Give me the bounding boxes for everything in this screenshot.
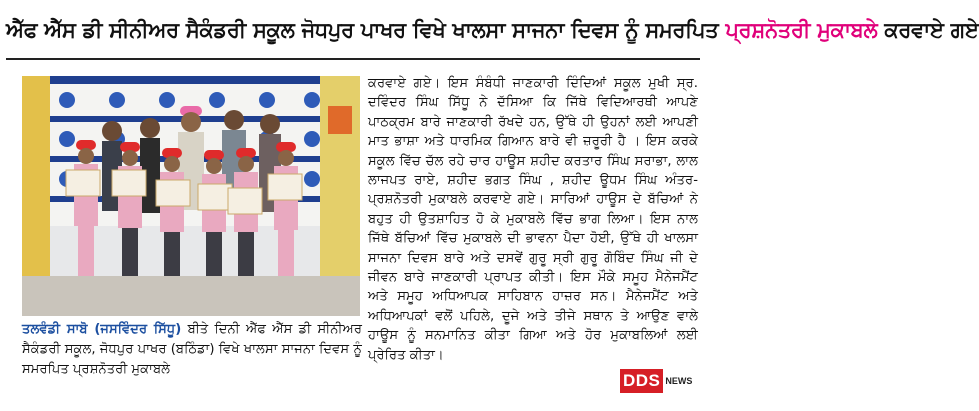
article-photo xyxy=(22,76,360,316)
dds-news-logo xyxy=(620,368,693,394)
headline-rule xyxy=(6,58,700,60)
headline-end: ਕਰਵਾਏ ਗਏ xyxy=(877,18,979,42)
students-photo-illustration xyxy=(22,76,360,316)
logo-brand: DDS xyxy=(620,369,663,393)
headline-accent: ਪ੍ਰਸ਼ਨੋਤਰੀ ਮੁਕਾਬਲੇ xyxy=(725,18,878,42)
lead-text: ਬੀਤੇ ਦਿਨੀ ਐੱਫ ਐੱਸ ਡੀ ਸੀਨੀਅਰ ਸੈਕੰਡਰੀ ਸਕੂਲ, ਜੋਧਪੁਰ ਪਾਖਰ (ਬਠਿੰਡਾ) ਵਿਖੇ ਖਾਲਸਾ ਸਾਜਨਾ ਦਿਵਸ ਨੂੰ ਸਮਰਪਿਤ ਪ੍ਰਸ਼ਨੋਤਰੀ ਮੁਕਾਬਲੇ xyxy=(22,322,363,377)
article-body: ਕਰਵਾਏ ਗਏ। ਇਸ ਸੰਬੰਧੀ ਜਾਣਕਾਰੀ ਦਿੰਦਿਆਂ ਸਕੂਲ ਮੁਖੀ ਸ੍ਰ. ਦਵਿੰਦਰ ਸਿੰਘ ਸਿੱਧੂ ਨੇ ਦੱਸਿਆ ਕਿ ਜਿੱਥੇ ਵਿਦਿਆਰਥੀ ਆਪਣੇ ਪਾਠਕ੍ਰਮ ਬਾਰੇ ਜਾਣਕਾਰੀ ਰੱਖਦੇ ਹਨ, ਉੱਥੇ ਹੀ ਉਹਨਾਂ ਲਈ ਆਪਣੀ ਮਾਤ ਭਾਸ਼ਾ ਅਤੇ ਧਾਰਮਿਕ ਗਿਆਨ ਬਾਰੇ ਵੀ ਜ਼ਰੂਰੀ ਹੈ । ਇਸ ਕਰਕੇ ਸਕੂਲ ਵਿੱਚ ਚੱਲ ਰਹੇ ਚਾਰ ਹਾਊਸ ਸ਼ਹੀਦ ਕਰਤਾਰ ਸਿੰਘ ਸਰਾਭਾ, ਲਾਲ ਲਾਜਪਤ ਰਾਏ, ਸ਼ਹੀਦ ਭਗਤ ਸਿੰਘ , ਸ਼ਹੀਦ ਊਧਮ ਸਿੰਘ ਅੰਤਰ-ਪ੍ਰਸ਼ਨੋਤਰੀ ਮੁਕਾਬਲੇ ਕਰਵਾਏ ਗਏ। ਸਾਰਿਆਂ ਹਾਊਸ ਦੇ ਬੱਚਿਆਂ ਨੇ ਬਹੁਤ ਹੀ ਉਤਸ਼ਾਹਿਤ ਹੋ ਕੇ ਮੁਕਾਬਲੇ ਵਿੱਚ ਭਾਗ ਲਿਆ। ਇਸ ਨਾਲ ਜਿੱਥੇ ਬੱਚਿਆਂ ਵਿੱਚ ਮੁਕਾਬਲੇ ਦੀ ਭਾਵਨਾ ਪੈਦਾ ਹੋਈ, ਉੱਥੇ ਹੀ ਖਾਲਸਾ ਸਾਜਨਾ ਦਿਵਸ ਬਾਰੇ ਅਤੇ ਦਸਵੇਂ ਗੁਰੂ ਸ੍ਰੀ ਗੁਰੂ ਗੋਬਿੰਦ ਸਿੰਘ ਜੀ ਦੇ ਜੀਵਨ ਬਾਰੇ ਜਾਣਕਾਰੀ ਪ੍ਰਾਪਤ ਕੀਤੀ। ਇਸ ਮੌਕੇ ਸਮੂਹ ਮੈਨੇਜਮੈਂਟ ਅਤੇ ਸਮੂਹ ਅਧਿਆਪਕ ਸਾਹਿਬਾਨ ਹਾਜ਼ਰ ਸਨ। ਮੈਨੇਜਮੈਂਟ ਅਤੇ ਅਧਿਆਪਕਾਂ ਵਲੋਂ ਪਹਿਲੇ, ਦੂਜੇ ਅਤੇ ਤੀਜੇ ਸਥਾਨ ਤੇ ਆਉਣ ਵਾਲੇ ਹਾਊਸ ਨੂੰ ਸਨਮਾਨਿਤ ਕੀਤਾ ਗਿਆ ਅਤੇ ਹੋਰ ਮੁਕਾਬਲਿਆਂ ਲਈ ਪ੍ਰੇਰਿਤ ਕੀਤਾ। xyxy=(368,76,698,363)
byline: ਤਲਵੰਡੀ ਸਾਬੋ (ਜਸਵਿੰਦਰ ਸਿੱਧੂ) xyxy=(22,322,182,337)
logo-suffix: NEWS xyxy=(665,376,693,386)
headline-main: ਐੱਫ ਐੱਸ ਡੀ ਸੀਨੀਅਰ ਸੈਕੰਡਰੀ ਸਕੂਲ ਜੋਧਪੁਰ ਪਾਖਰ ਵਿਖੇ ਖਾਲਸਾ ਸਾਜਨਾ ਦਿਵਸ ਨੂੰ ਸਮਰਪਿਤ xyxy=(6,18,726,42)
headline xyxy=(6,4,979,56)
article-lead xyxy=(22,320,362,380)
article-body-column xyxy=(368,74,698,365)
